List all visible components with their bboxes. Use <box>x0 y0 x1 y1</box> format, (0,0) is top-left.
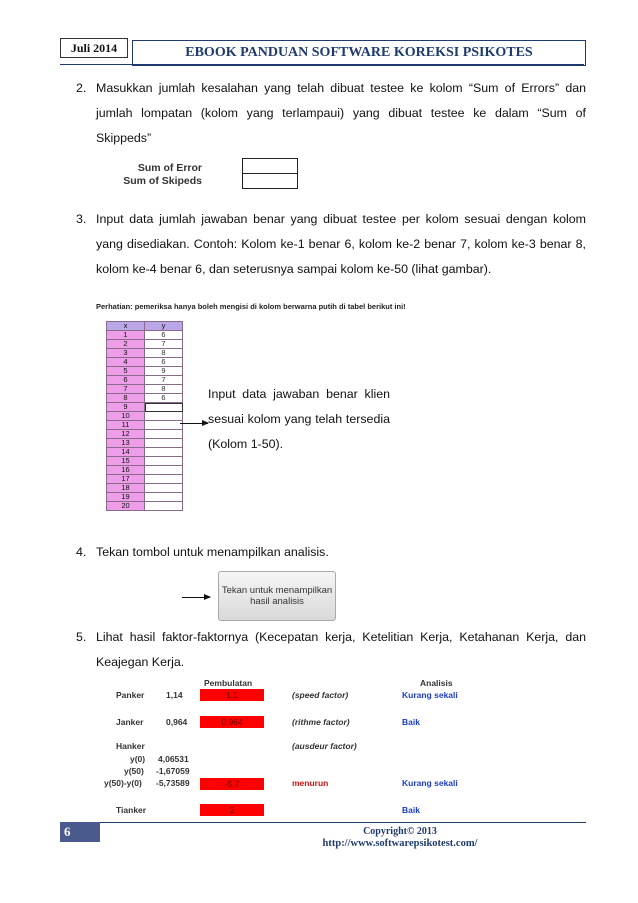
answer-input-cell[interactable] <box>145 466 183 475</box>
row-index-cell: 14 <box>107 448 145 457</box>
answer-table-header <box>107 322 183 331</box>
hanker-diff-rounded: -5,7 <box>200 778 264 790</box>
answer-input-cell[interactable] <box>145 484 183 493</box>
table-row <box>107 502 183 511</box>
step-3-number: 3. <box>76 212 87 226</box>
hanker-factor: (ausdeur factor) <box>292 741 357 751</box>
row-index-cell: 13 <box>107 439 145 448</box>
answer-input-cell[interactable] <box>145 457 183 466</box>
column-header-analisis: Analisis <box>420 678 453 688</box>
row-index-cell: 12 <box>107 430 145 439</box>
instruction-note: Perhatian: pemeriksa hanya boleh mengisi di kolom berwarna putih di tabel berikut ini! <box>96 302 406 311</box>
sum-of-error-input[interactable] <box>242 158 298 174</box>
step-2-text: Masukkan jumlah kesalahan yang telah dibuat testee ke kolom “Sum of Errors” dan jumlah lompatan (kolom yang terlampaui) yang dibuat testee ke dalam “Sum of Skippeds” <box>96 81 586 145</box>
answer-input-cell[interactable] <box>145 502 183 511</box>
hanker-y50-value: -1,67059 <box>156 766 190 776</box>
table-row <box>107 394 183 403</box>
answer-input-cell[interactable]: 6 <box>145 394 183 403</box>
tianker-label: Tianker <box>116 805 147 815</box>
janker-rounded: 0,964 <box>200 716 264 728</box>
hanker-diff-value: -5,73589 <box>156 778 190 788</box>
table-row <box>107 430 183 439</box>
column-header-y: y <box>145 322 183 331</box>
answer-input-cell[interactable] <box>145 403 183 412</box>
step-5-number: 5. <box>76 630 87 644</box>
sum-of-error-labels <box>110 162 202 188</box>
row-index-cell: 7 <box>107 385 145 394</box>
answer-input-cell[interactable] <box>145 412 183 421</box>
sum-of-error-label: Sum of Error <box>137 162 202 174</box>
row-index-cell: 6 <box>107 376 145 385</box>
row-index-cell: 15 <box>107 457 145 466</box>
janker-value: 0,964 <box>166 717 188 727</box>
answer-input-cell[interactable] <box>145 439 183 448</box>
step-2 <box>76 76 586 151</box>
row-index-cell: 8 <box>107 394 145 403</box>
table-row <box>107 403 183 412</box>
table-row <box>107 484 183 493</box>
table-row <box>107 331 183 340</box>
answer-input-cell[interactable]: 8 <box>145 349 183 358</box>
callout-arrow <box>180 423 208 424</box>
header-date: Juli 2014 <box>60 38 128 58</box>
answer-input-cell[interactable]: 9 <box>145 367 183 376</box>
show-analysis-button[interactable]: Tekan untuk menampilkan hasil analisis <box>218 571 336 621</box>
page-number: 6 <box>60 822 100 842</box>
button-arrow <box>182 597 210 598</box>
hanker-y50-label: y(50) <box>124 766 144 776</box>
header-title: EBOOK PANDUAN SOFTWARE KOREKSI PSIKOTES <box>132 40 586 66</box>
step-5-text: Lihat hasil faktor-faktornya (Kecepatan kerja, Ketelitian Kerja, Ketahanan Kerja, dan Keajegan Kerja. <box>96 630 586 669</box>
answer-input-cell[interactable] <box>145 475 183 484</box>
answer-input-cell[interactable] <box>145 448 183 457</box>
panker-value: 1,14 <box>166 690 183 700</box>
footer-divider <box>60 822 586 823</box>
table-row <box>107 439 183 448</box>
row-index-cell: 10 <box>107 412 145 421</box>
table-row <box>107 493 183 502</box>
table-row <box>107 358 183 367</box>
answer-table <box>106 321 183 511</box>
janker-analysis: Baik <box>402 717 420 727</box>
sum-of-skipeds-input[interactable] <box>242 173 298 189</box>
table-row <box>107 412 183 421</box>
table-row <box>107 367 183 376</box>
footer-url[interactable]: http://www.softwarepsikotest.com/ <box>322 838 478 849</box>
row-index-cell: 9 <box>107 403 145 412</box>
hanker-y0-label: y(0) <box>130 754 146 764</box>
answer-input-cell[interactable]: 6 <box>145 358 183 367</box>
table-row <box>107 448 183 457</box>
answer-input-cell[interactable]: 6 <box>145 331 183 340</box>
step-5 <box>76 625 586 675</box>
tianker-rounded: 2 <box>200 804 264 816</box>
hanker-trend: menurun <box>292 778 329 788</box>
row-index-cell: 16 <box>107 466 145 475</box>
table-row <box>107 421 183 430</box>
column-header-pembulatan: Pembulatan <box>204 678 253 688</box>
panker-rounded: 1,1 <box>200 689 264 701</box>
table-row <box>107 385 183 394</box>
column-header-x: x <box>107 322 145 331</box>
sum-of-skipeds-label: Sum of Skipeds <box>123 175 202 187</box>
row-index-cell: 5 <box>107 367 145 376</box>
row-index-cell: 11 <box>107 421 145 430</box>
step-4-number: 4. <box>76 545 87 559</box>
step-3 <box>76 207 586 282</box>
answer-input-cell[interactable] <box>145 421 183 430</box>
answer-input-cell[interactable] <box>145 430 183 439</box>
row-index-cell: 3 <box>107 349 145 358</box>
callout-text: Input data jawaban benar klien sesuai kolom yang telah tersedia (Kolom 1-50). <box>208 387 390 451</box>
header-divider <box>60 64 584 65</box>
table-row <box>107 457 183 466</box>
step-3-text: Input data jumlah jawaban benar yang dibuat testee per kolom sesuai dengan kolom yang disediakan. Contoh: Kolom ke-1 benar 6, kolom ke-2 benar 7, kolom ke-3 benar 8, kolom ke-4 benar 6, dan seterusnya sampai kolom ke-50 (lihat gambar). <box>96 212 586 276</box>
table-row <box>107 466 183 475</box>
table-row <box>107 376 183 385</box>
answer-input-cell[interactable]: 7 <box>145 340 183 349</box>
row-index-cell: 2 <box>107 340 145 349</box>
row-index-cell: 18 <box>107 484 145 493</box>
tianker-analysis: Baik <box>402 805 420 815</box>
panker-label: Panker <box>116 690 145 700</box>
table-row <box>107 340 183 349</box>
table-row <box>107 475 183 484</box>
hanker-y0-value: 4,06531 <box>158 754 189 764</box>
row-index-cell: 20 <box>107 502 145 511</box>
hanker-analysis: Kurang sekali <box>402 778 458 788</box>
hanker-diff-label: y(50)-y(0) <box>104 778 142 788</box>
footer-copyright: Copyright© 2013 <box>363 826 437 837</box>
row-index-cell: 19 <box>107 493 145 502</box>
row-index-cell: 1 <box>107 331 145 340</box>
hanker-label: Hanker <box>116 741 145 751</box>
answer-input-cell[interactable]: 7 <box>145 376 183 385</box>
step-4 <box>76 540 586 565</box>
step-2-number: 2. <box>76 81 87 95</box>
table-row <box>107 349 183 358</box>
answer-input-cell[interactable] <box>145 493 183 502</box>
row-index-cell: 4 <box>107 358 145 367</box>
answer-input-cell[interactable]: 8 <box>145 385 183 394</box>
janker-label: Janker <box>116 717 144 727</box>
row-index-cell: 17 <box>107 475 145 484</box>
panker-analysis: Kurang sekali <box>402 690 458 700</box>
janker-factor: (rithme factor) <box>292 717 350 727</box>
step-4-text: Tekan tombol untuk menampilkan analisis. <box>96 545 329 559</box>
panker-factor: (speed factor) <box>292 690 349 700</box>
